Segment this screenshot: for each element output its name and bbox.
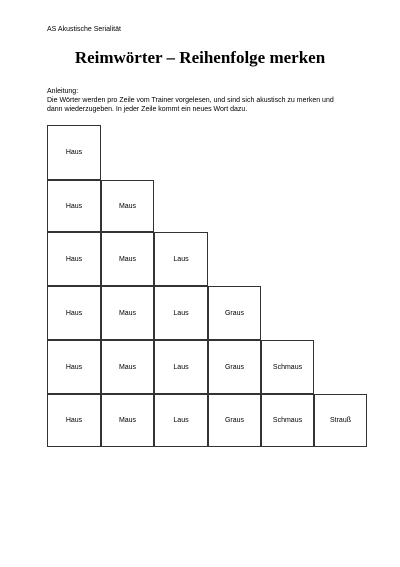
word-staircase-table — [47, 125, 367, 447]
word-cell: Laus — [154, 286, 208, 340]
word-cell: Maus — [101, 180, 154, 232]
word-cell: Strauß — [314, 394, 367, 447]
word-cell: Haus — [47, 180, 101, 232]
word-cell: Haus — [47, 232, 101, 286]
word-cell: Haus — [47, 394, 101, 447]
word-cell: Schmaus — [261, 340, 314, 394]
instructions-heading: Anleitung: — [47, 88, 79, 95]
word-cell: Maus — [101, 394, 154, 447]
word-cell: Laus — [154, 232, 208, 286]
word-cell: Haus — [47, 286, 101, 340]
word-cell: Haus — [47, 125, 101, 180]
word-cell: Maus — [101, 232, 154, 286]
word-cell: Laus — [154, 394, 208, 447]
instructions — [47, 87, 367, 114]
word-cell: Maus — [101, 286, 154, 340]
word-cell: Graus — [208, 394, 261, 447]
instructions-line-1: Die Wörter werden pro Zeile vom Trainer vorgelesen, und sind sich akustisch zu merken und — [47, 97, 334, 104]
page-title: Reimwörter – Reihenfolge merken — [74, 48, 326, 67]
word-cell: Graus — [208, 286, 261, 340]
instructions-line-2: dann wiederzugeben. In jeder Zeile kommt ein neues Wort dazu. — [47, 106, 248, 113]
word-cell: Laus — [154, 340, 208, 394]
word-cell: Maus — [101, 340, 154, 394]
word-cell: Graus — [208, 340, 261, 394]
header-label: AS Akustische Serialität — [47, 26, 121, 33]
word-cell: Haus — [47, 340, 101, 394]
word-cell: Schmaus — [261, 394, 314, 447]
